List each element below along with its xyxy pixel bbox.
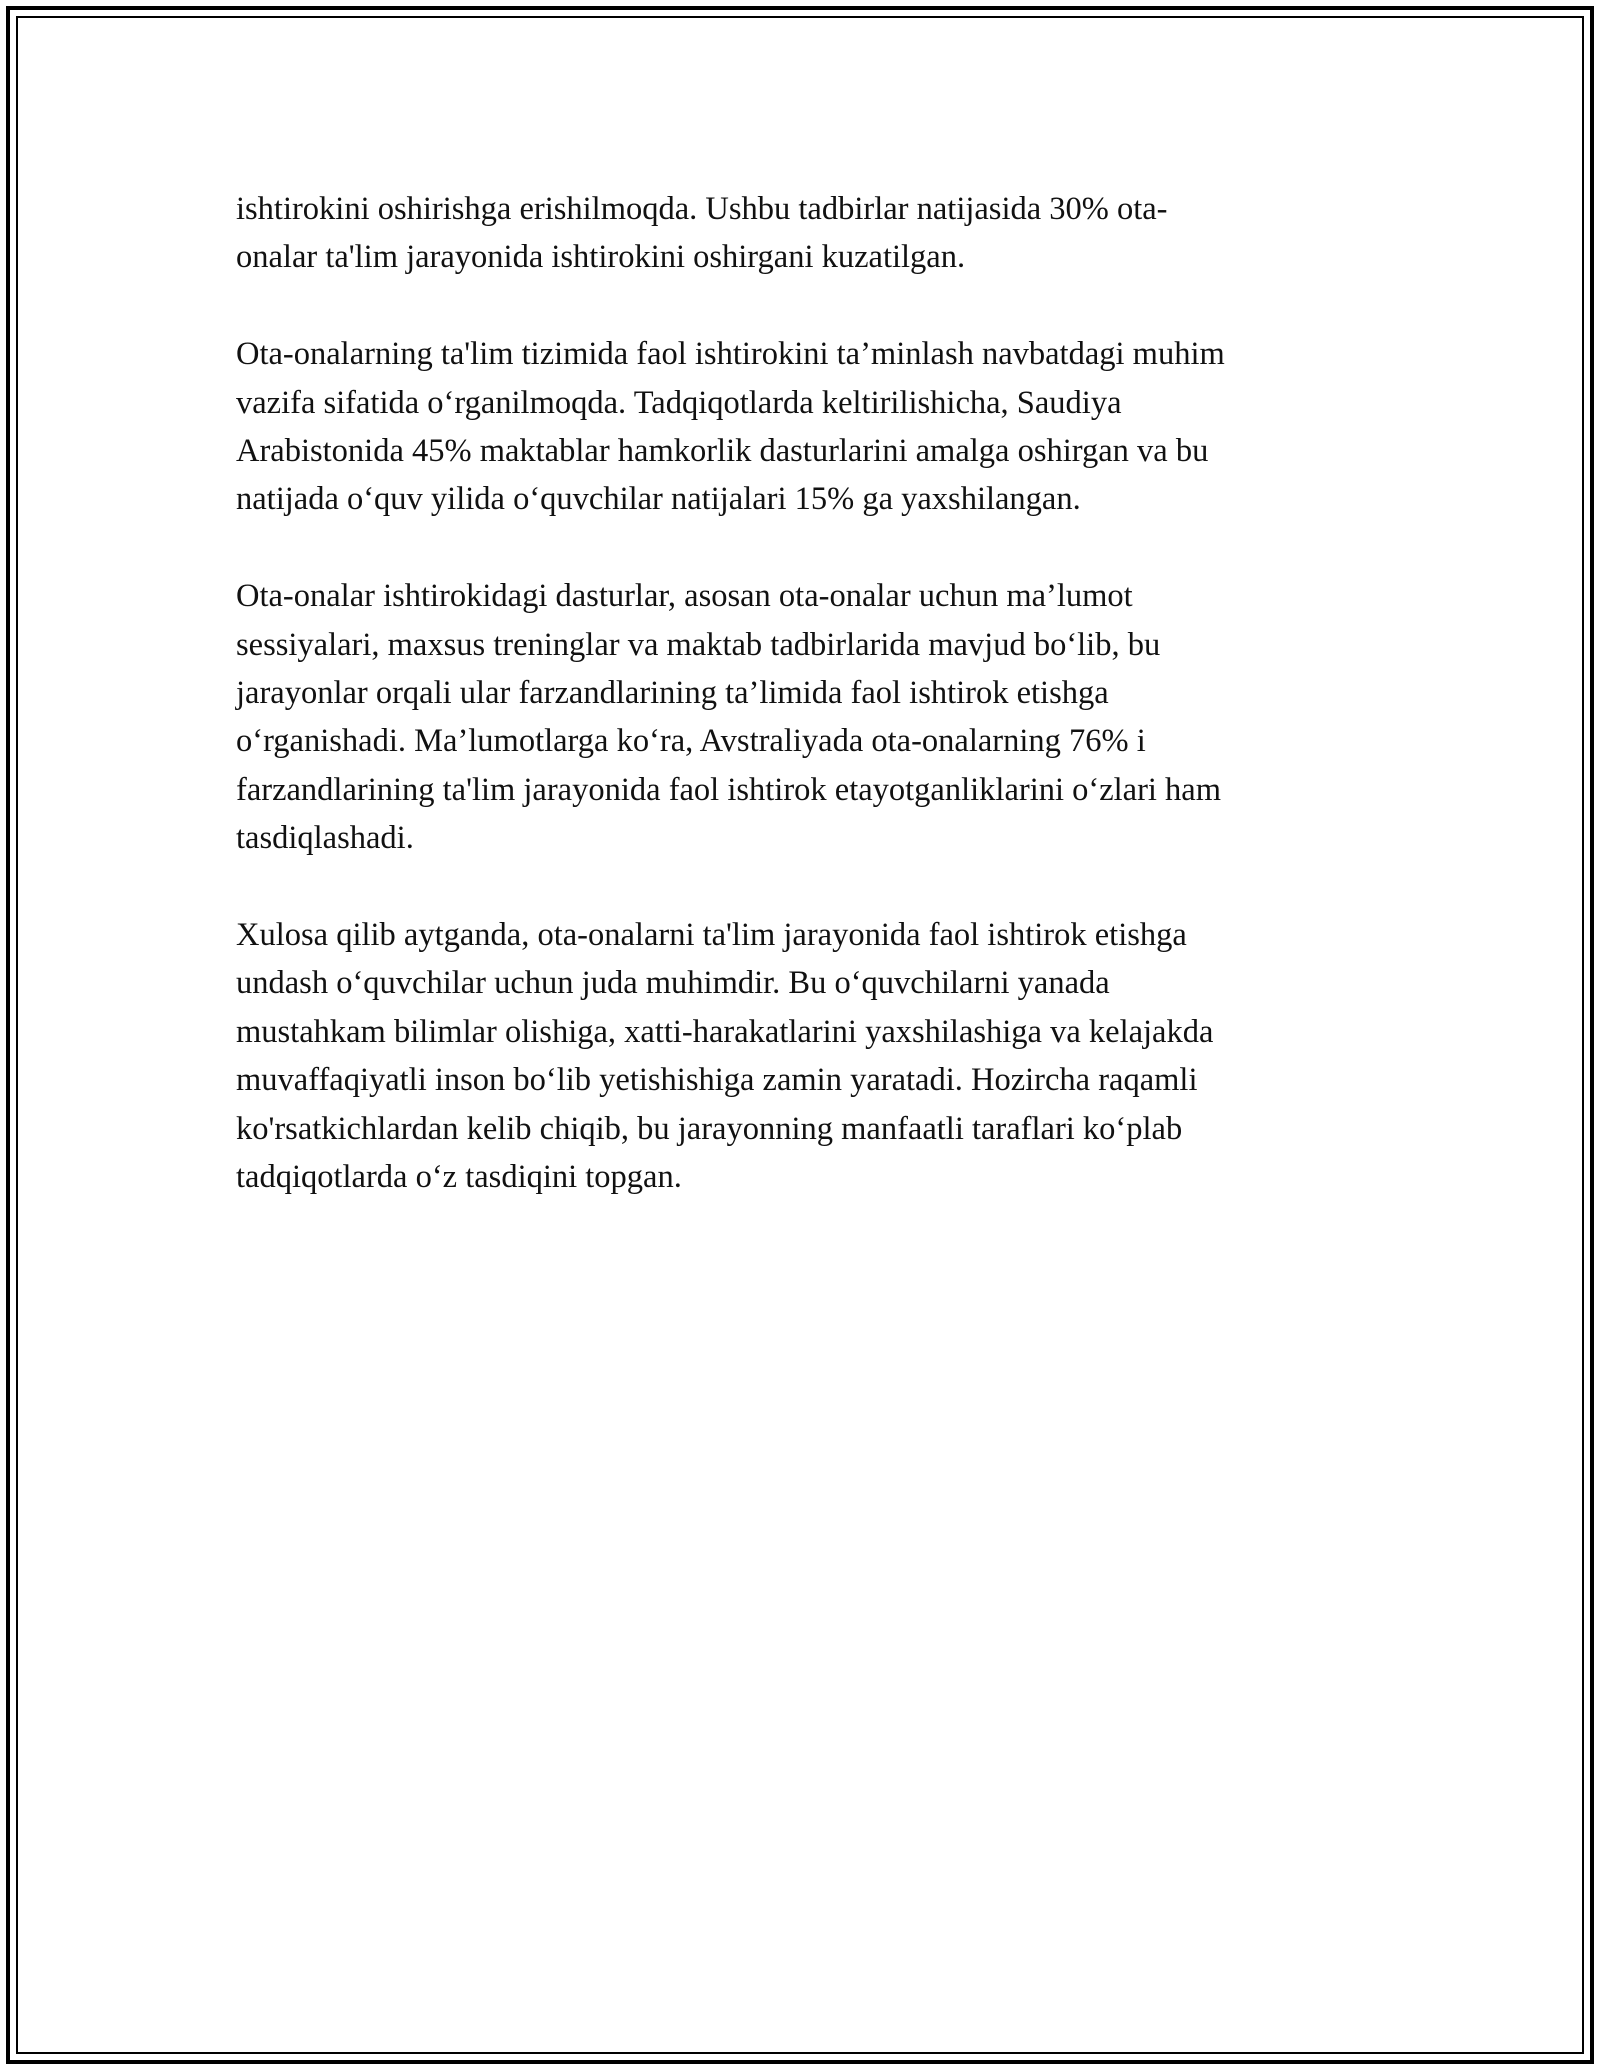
paragraph-3 [236,572,1356,862]
text-line: undash o‘quvchilar uchun juda muhimdir. Bu o‘quvchilarni yanada [236,965,1110,1002]
text-line: ko'rsatkichlardan kelib chiqib, bu jarayonning manfaatli taraflari ko‘plab [236,1110,1183,1147]
text-line: muvaffaqiyatli inson bo‘lib yetishishiga zamin yaratadi. Hozircha raqamli [236,1062,1198,1099]
text-line: tasdiqlashadi. [236,820,414,857]
paragraph-4 [236,911,1356,1201]
text-line: farzandlarining ta'lim jarayonida faol ishtirok etayotganliklarini o‘zlari ham [236,771,1222,808]
text-line: o‘rganishadi. Ma’lumotlarga ko‘ra, Avstraliyada ota-onalarning 76% i [236,723,1146,760]
text-line: Xulosa qilib aytganda, ota-onalarni ta'lim jarayonida faol ishtirok etishga [236,917,1187,954]
text-line: mustahkam bilimlar olishiga, xatti-harakatlarini yaxshilashiga va kelajakda [236,1013,1214,1050]
text-line: tadqiqotlarda o‘z tasdiqini topgan. [236,1159,682,1196]
text-line: ishtirokini oshirishga erishilmoqda. Ushbu tadbirlar natijasida 30% ota- [236,191,1168,227]
text-line: Arabistonida 45% maktablar hamkorlik dasturlarini amalga oshirgan va bu [236,433,1209,470]
text-line: natijada o‘quv yilida o‘quvchilar natijalari 15% ga yaxshilangan. [236,481,1081,518]
text-line: onalar ta'lim jarayonida ishtirokini oshirgani kuzatilgan. [236,239,966,276]
text-line: Ota-onalarning ta'lim tizimida faol ishtirokini ta’minlash navbatdagi muhim [236,336,1225,373]
paragraph-1 [236,185,1356,282]
text-line: vazifa sifatida o‘rganilmoqda. Tadqiqotlarda keltirilishicha, Saudiya [236,384,1122,421]
text-line: Ota-onalar ishtirokidagi dasturlar, asosan ota-onalar uchun ma’lumot [236,578,1133,615]
paragraph-2 [236,330,1356,524]
document-body [236,185,1356,1250]
text-line: jarayonlar orqali ular farzandlarining ta’limida faol ishtirok etishga [236,675,1109,712]
text-line: sessiyalari, maxsus treninglar va maktab tadbirlarida mavjud bo‘lib, bu [236,626,1161,663]
